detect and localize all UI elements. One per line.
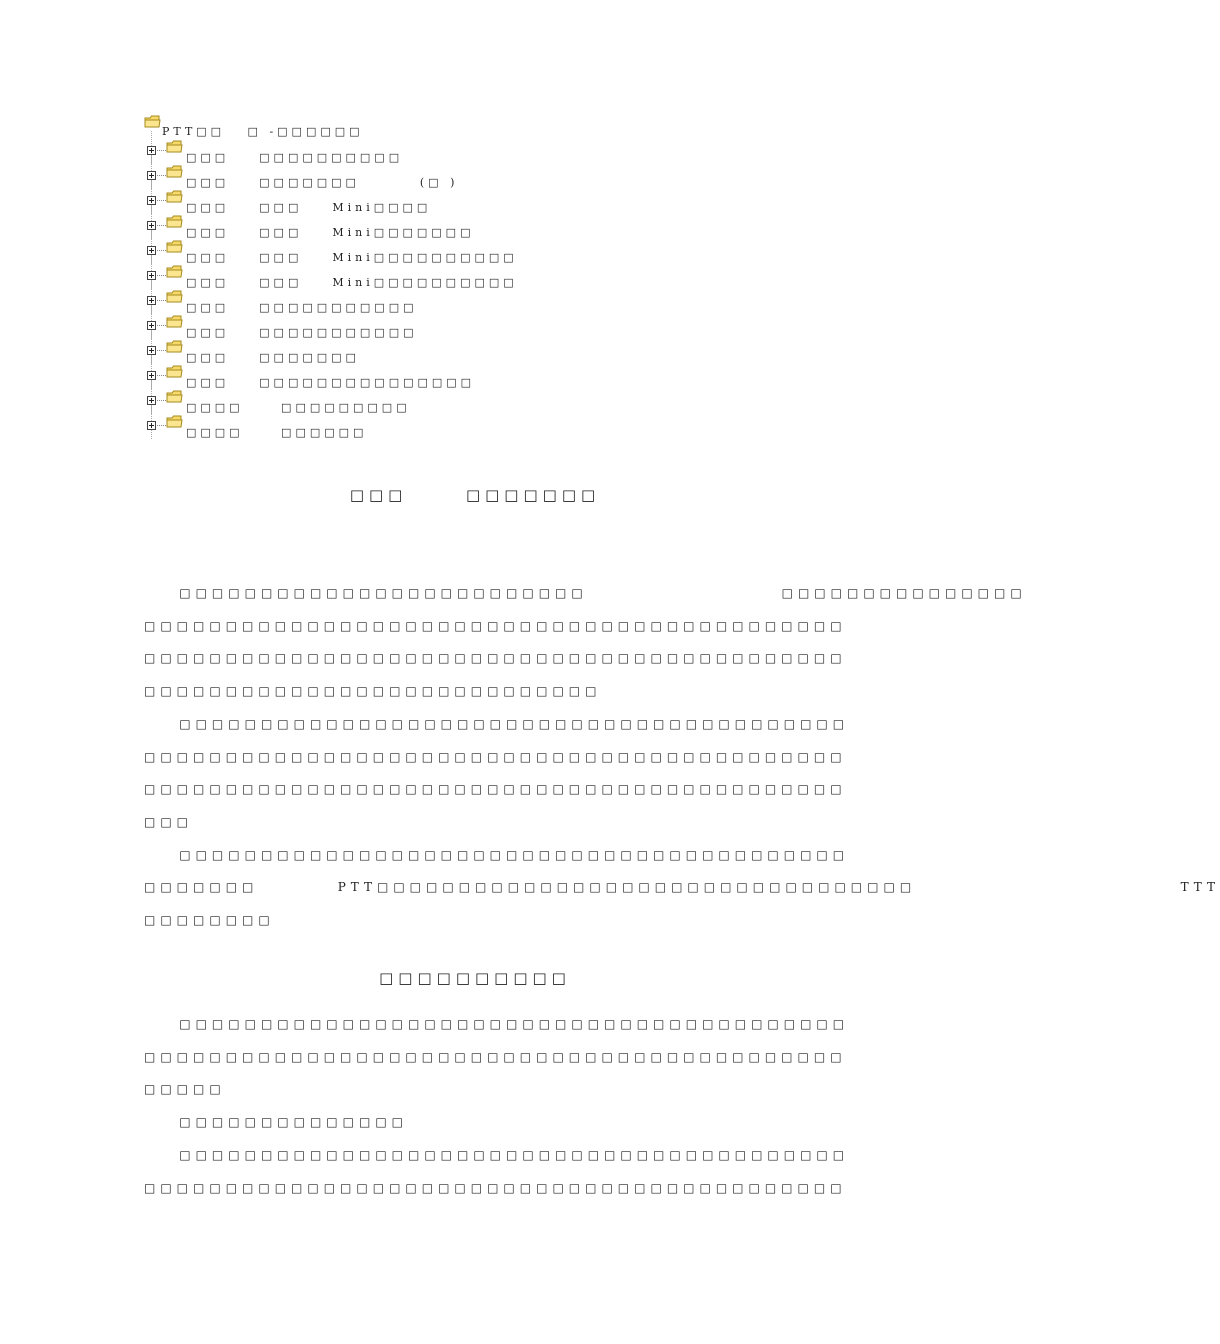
paragraph-line: □□□□□□□□□□□□□□□□□□□□□□□□□□□□□□□□□□□□□□□□□□□	[144, 1049, 847, 1064]
folder-tree	[144, 113, 564, 439]
tree-item[interactable]	[144, 214, 564, 239]
folder-icon	[166, 390, 183, 404]
tree-item[interactable]	[144, 389, 564, 414]
tree-connector	[157, 375, 166, 376]
folder-icon	[166, 315, 183, 329]
section-title: □□□ □□□□□□□	[349, 486, 601, 504]
tree-item-label: □□□ □□□□□□□	[186, 351, 360, 364]
tree-item[interactable]	[144, 339, 564, 364]
expand-plus-icon[interactable]	[147, 346, 156, 355]
folder-icon	[166, 290, 183, 304]
paragraph-line: □□□□□□□□□□□□□□□□□□□□□□□□□□□□□□□□□□□□□□□□□	[144, 847, 850, 862]
expand-plus-icon[interactable]	[147, 296, 156, 305]
expand-plus-icon[interactable]	[147, 371, 156, 380]
tree-connector	[157, 175, 166, 176]
expand-plus-icon[interactable]	[147, 171, 156, 180]
tree-item-label: □□□ □□□ Mini□□□□□□□□□□	[186, 276, 518, 289]
paragraph-line: □□□□□□□ PTT□□□□□□□□□□□□□□□□□□□□□□□□□□□□□□□□□ TTT	[144, 880, 1220, 895]
folder-icon	[144, 115, 161, 129]
paragraph-line: □□□	[144, 814, 194, 829]
tree-connector	[157, 200, 166, 201]
tree-item-label: □□□ □□□□□□□□□□□	[186, 326, 418, 339]
tree-connector	[157, 225, 166, 226]
paragraph-line: □□□□□□□□□□□□□□□□□□□□□□□□□□□□□□□□□□□□□□□□□□□	[144, 618, 847, 633]
folder-icon	[166, 340, 183, 354]
expand-plus-icon[interactable]	[147, 321, 156, 330]
tree-item[interactable]	[144, 189, 564, 214]
folder-icon	[166, 365, 183, 379]
folder-icon	[166, 190, 183, 204]
tree-item-label: □□□ □□□ Mini□□□□□□□□□□	[186, 251, 518, 264]
tree-item-label: □□□ □□□□□□□□□□	[186, 151, 404, 164]
tree-item[interactable]	[144, 414, 564, 439]
paragraph-line: □□□□□□□□□□□□□□□□□□□□□□□□□□□□	[144, 684, 602, 699]
tree-item-label: □□□□ □□□□□□□□□	[186, 401, 411, 414]
paragraph-line: □□□□□□□□□□□□□□□□□□□□□□□□□□□□□□□□□□□□□□□□□	[144, 1147, 850, 1162]
subsection-title: □□□□□□□□□□	[379, 969, 571, 987]
expand-plus-icon[interactable]	[147, 196, 156, 205]
tree-item-label: □□□ □□□ Mini□□□□	[186, 201, 432, 214]
folder-icon	[166, 215, 183, 229]
folder-icon	[166, 265, 183, 279]
paragraph-line: □□□□□□□□□□□□□□□□□□□□□□□□□ □□□□□□□□□□□□□□□	[144, 586, 1027, 600]
tree-item[interactable]	[144, 314, 564, 339]
tree-connector	[157, 150, 166, 151]
tree-item-label: □□□ □□□□□□□□□□□□□□□	[186, 376, 476, 389]
tree-item[interactable]	[144, 164, 564, 189]
paragraph-line: □□□□□□□□□□□□□□□□□□□□□□□□□□□□□□□□□□□□□□□□□□□	[144, 1180, 847, 1195]
tree-connector	[157, 300, 166, 301]
tree-item[interactable]	[144, 289, 564, 314]
tree-item[interactable]	[144, 239, 564, 264]
tree-item[interactable]	[144, 139, 564, 164]
tree-item[interactable]	[144, 364, 564, 389]
folder-icon	[166, 415, 183, 429]
tree-connector	[157, 425, 166, 426]
tree-connector	[157, 275, 166, 276]
paragraph-line: □□□□□	[144, 1082, 226, 1097]
paragraph-line: □□□□□□□□□□□□□□□□□□□□□□□□□□□□□□□□□□□□□□□□□□□	[144, 749, 847, 764]
paragraph-line: □□□□□□□□□□□□□□□□□□□□□□□□□□□□□□□□□□□□□□□□□□□	[144, 651, 847, 666]
tree-item-label: □□□ □□□ Mini□□□□□□□	[186, 226, 475, 239]
paragraph-line: □□□□□□□□□□□□□□□□□□□□□□□□□□□□□□□□□□□□□□□□□□□	[144, 782, 847, 797]
tree-item[interactable]	[144, 264, 564, 289]
tree-root-label: PTT□□ □ -□□□□□□	[162, 125, 364, 138]
folder-icon	[166, 165, 183, 179]
expand-plus-icon[interactable]	[147, 421, 156, 430]
tree-item-label: □□□□ □□□□□□	[186, 426, 368, 439]
expand-plus-icon[interactable]	[147, 271, 156, 280]
paragraph-line: □□□□□□□□□□□□□□□□□□□□□□□□□□□□□□□□□□□□□□□□□	[144, 1017, 850, 1031]
tree-connector	[157, 250, 166, 251]
expand-plus-icon[interactable]	[147, 221, 156, 230]
paragraph-line: □□□□□□□□□□□□□□□□□□□□□□□□□□□□□□□□□□□□□□□□□	[144, 716, 850, 731]
expand-plus-icon[interactable]	[147, 146, 156, 155]
folder-icon	[166, 140, 183, 154]
tree-item-label: □□□ □□□□□□□□□□□	[186, 301, 418, 314]
folder-icon	[166, 240, 183, 254]
paragraph-line: □□□□□□□□□□□□□□	[144, 1115, 408, 1130]
expand-plus-icon[interactable]	[147, 396, 156, 405]
tree-root[interactable]	[144, 113, 564, 139]
tree-item-label: □□□ □□□□□□□ (□ )	[186, 176, 459, 189]
expand-plus-icon[interactable]	[147, 246, 156, 255]
paragraph-line: □□□□□□□□	[144, 913, 275, 927]
tree-connector	[157, 325, 166, 326]
tree-connector	[157, 350, 166, 351]
tree-connector	[157, 400, 166, 401]
